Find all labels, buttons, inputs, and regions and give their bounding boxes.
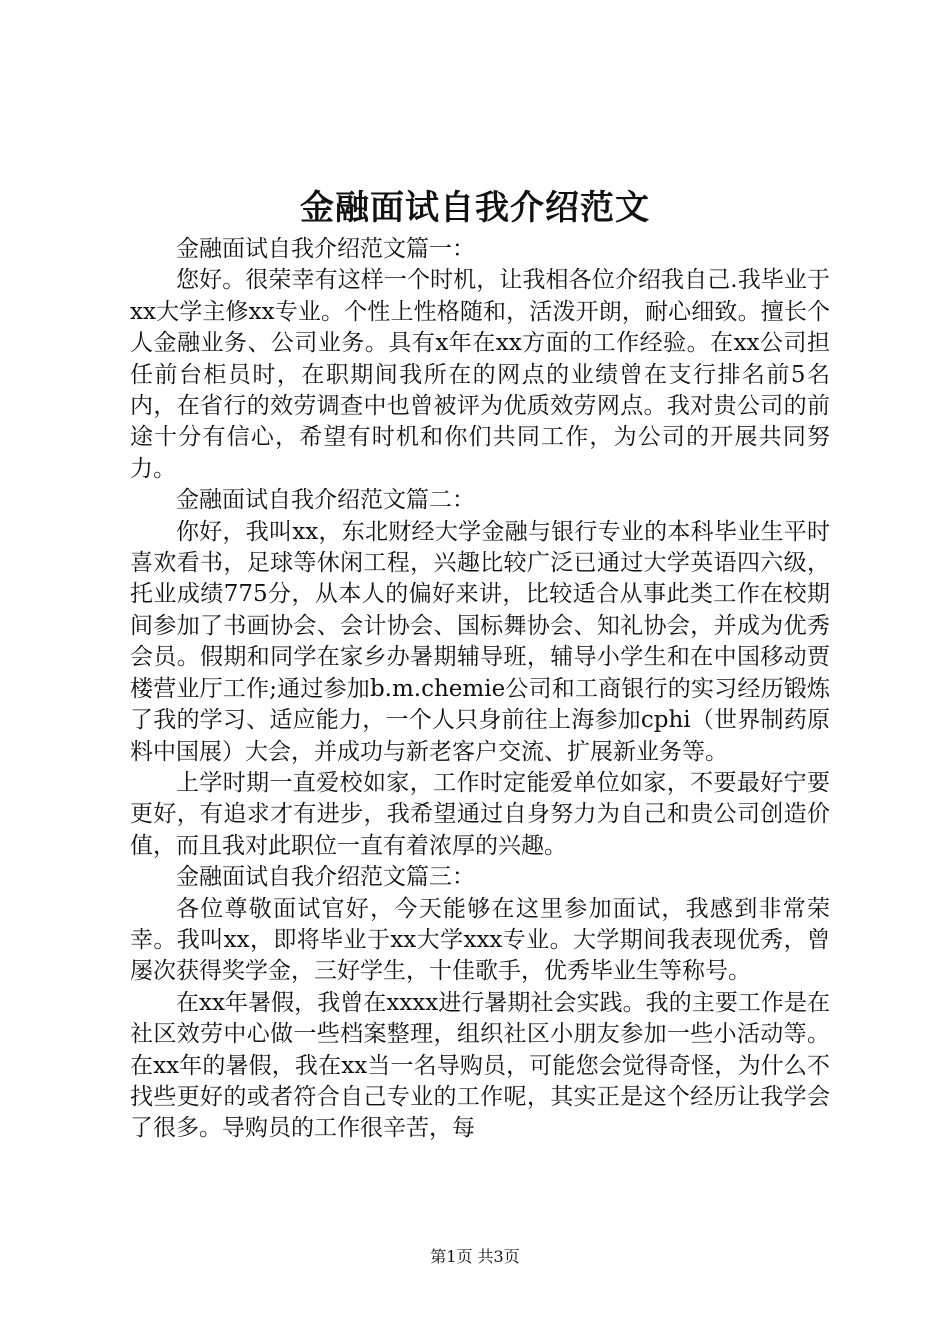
- page-number-footer: 第1页 共3页: [430, 1247, 520, 1266]
- paragraph: 上学时期一直爱校如家，工作时定能爱单位如家，不要最好宁要更好，有追求才有进步，我希望通过自身努力为自己和贵公司创造价值，而且我对此职位一直有着浓厚的兴趣。: [130, 769, 830, 859]
- document-body: [130, 234, 830, 1145]
- section-heading-2: 金融面试自我介绍范文篇二：: [176, 487, 475, 514]
- paragraph: 各位尊敬面试官好，今天能够在这里参加面试，我感到非常荣幸。我叫xx，即将毕业于xx大学xxx专业。大学期间我表现优秀，曾屡次获得奖学金，三好学生，十佳歌手，优秀毕业生等称号。: [130, 895, 830, 985]
- paragraph: 在xx年暑假，我曾在xxxx进行暑期社会实践。我的主要工作是在社区效劳中心做一些档案整理，组织社区小朋友参加一些小活动等。在xx年的暑假，我在xx当一名导购员，可能您会觉得奇怪，为什么不找些更好的或者符合自己专业的工作呢，其实正是这个经历让我学会了很多。导购员的工作很辛苦，每: [130, 989, 830, 1142]
- section-heading-3: 金融面试自我介绍范文篇三：: [176, 864, 475, 891]
- paragraph: 您好。很荣幸有这样一个时机，让我相各位介绍我自己.我毕业于xx大学主修xx专业。个性上性格随和，活泼开朗，耐心细致。擅长个人金融业务、公司业务。具有x年在xx方面的工作经验。在xx公司担任前台柜员时，在职期间我所在的网点的业绩曾在支行排名前5名内，在省行的效劳调查中也曾被评为优质效劳网点。我对贵公司的前途十分有信心，希望有时机和你们共同工作，为公司的开展共同努力。: [130, 267, 830, 482]
- section-heading-1: 金融面试自我介绍范文篇一：: [176, 236, 475, 262]
- paragraph: 你好，我叫xx，东北财经大学金融与银行专业的本科毕业生平时喜欢看书，足球等休闲工程，兴趣比较广泛已通过大学英语四六级，托业成绩775分，从本人的偏好来讲，比较适合从事此类工作在校期间参加了书画协会、会计协会、国标舞协会、知礼协会，并成为优秀会员。假期和同学在家乡办暑期辅导班，辅导小学生和在中国移动贾楼营业厅工作;通过参加b.m.chemie公司和工商银行的实习经历锻炼了我的学习、适应能力，一个人只身前往上海参加cphi（世界制药原料中国展）大会，并成功与新老客户交流、扩展新业务等。: [130, 518, 830, 765]
- document-title: 金融面试自我介绍范文: [300, 188, 650, 228]
